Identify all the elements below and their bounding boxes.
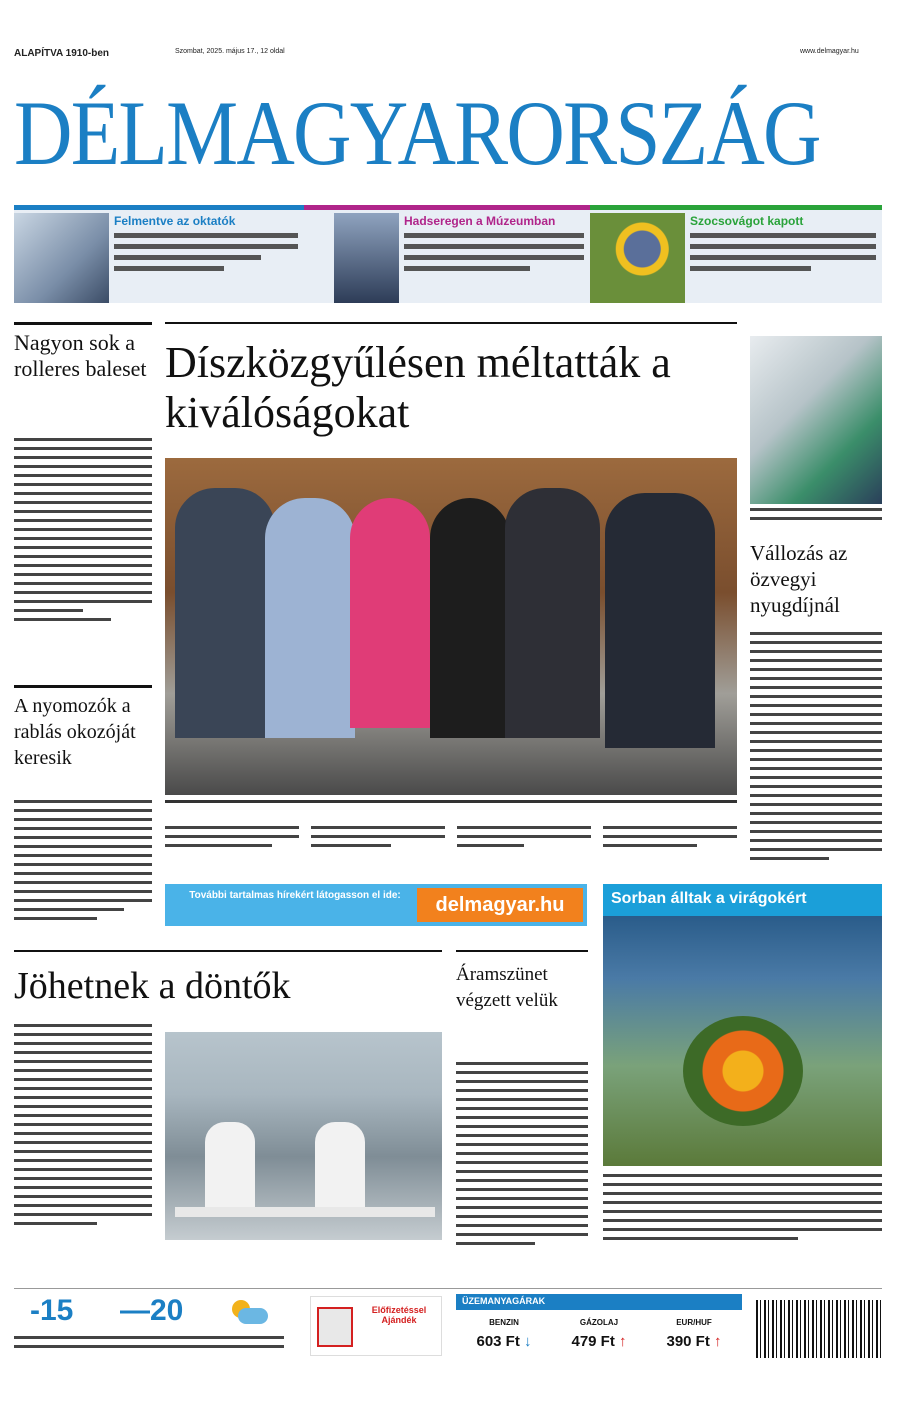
story-rollers-text: [14, 438, 152, 627]
teaser-2-title: Hadseregen a Múzeumban: [404, 214, 556, 228]
power-text: [456, 1062, 588, 1251]
gift-label: Előfizetéssel Ajándék: [371, 1305, 427, 1325]
teaser-1-title: Felmentve az oktatók: [114, 214, 236, 228]
story-robbery-text: [14, 800, 152, 926]
arrow-down-icon: ↓: [524, 1333, 532, 1350]
left-rule-1: [14, 322, 152, 325]
sport-headline[interactable]: Jöhetnek a döntők: [14, 965, 291, 1007]
arrow-up-icon: ↑: [714, 1333, 722, 1350]
price-value: 603 Ft: [476, 1333, 520, 1350]
flowers-header[interactable]: [603, 884, 882, 916]
price-item-1: [460, 1318, 548, 1350]
weather-text: [14, 1336, 284, 1354]
founded-line: ALAPÍTVA 1910-ben: [14, 48, 110, 59]
lead-headline[interactable]: Díszközgyűlésen méltatták a kiválóságokat: [165, 338, 671, 437]
masthead-title: DÉLMAGYARORSZÁG: [14, 82, 820, 184]
gift-icon: [317, 1307, 353, 1347]
flowers-text: [603, 1174, 882, 1246]
teaser-2-text: [404, 233, 584, 277]
prices-header: [456, 1294, 742, 1310]
weather-high: —20: [120, 1294, 184, 1327]
date-line: Szombat, 2025. május 17., 12 oldal: [175, 48, 285, 55]
promo-text: További tartalmas hírekért látogasson el ide:: [189, 890, 401, 901]
teaser-3-title: Szocsovágot kapott: [690, 214, 804, 228]
pension-photo-caption: [750, 508, 882, 526]
story-robbery-title[interactable]: A nyomozók a rablás okozóját keresik: [14, 695, 136, 769]
sport-text: [14, 1024, 152, 1231]
promo-site[interactable]: delmagyar.hu: [417, 888, 583, 922]
teaser-3-text: [690, 233, 876, 277]
teaser-3-photo: [590, 213, 685, 303]
gift-box[interactable]: [310, 1296, 442, 1356]
lead-text: [165, 826, 737, 853]
lead-caption: [165, 800, 737, 809]
price-item-3: [650, 1318, 738, 1350]
story-rollers-title[interactable]: Nagyon sok a rolleres baleset: [14, 330, 147, 381]
bottom-rule: [14, 1288, 882, 1289]
sport-rule: [14, 950, 442, 952]
lead-rule: [165, 322, 737, 324]
teaser-1-photo: [14, 213, 109, 303]
pension-text: [750, 632, 882, 866]
arrow-up-icon: ↑: [619, 1333, 627, 1350]
flowers-photo: [603, 916, 882, 1166]
teaser-2[interactable]: [304, 205, 590, 303]
promo-banner[interactable]: [165, 884, 587, 926]
price-value: 390 Ft: [666, 1333, 710, 1350]
teaser-2-photo: [334, 213, 399, 303]
flowers-title: Sorban álltak a virágokért: [611, 890, 807, 907]
price-label: EUR/HUF: [676, 1318, 712, 1327]
teaser-3[interactable]: [590, 205, 882, 303]
power-rule: [456, 950, 588, 952]
prices-title: ÜZEMANYAGÁRAK: [462, 1296, 546, 1306]
price-label: BENZIN: [489, 1318, 519, 1327]
weather-icon: [228, 1298, 268, 1326]
website-link[interactable]: www.delmagyar.hu: [800, 48, 859, 55]
price-label: GÁZOLAJ: [579, 1318, 619, 1327]
power-title[interactable]: Áramszünet végzett velük: [456, 964, 558, 1011]
barcode: [756, 1300, 882, 1358]
sport-photo: [165, 1032, 442, 1240]
teaser-1-text: [114, 233, 298, 277]
pension-photo: [750, 336, 882, 504]
price-value: 479 Ft: [571, 1333, 615, 1350]
lead-photo: [165, 458, 737, 795]
pension-title[interactable]: Vállozás az özvegyi nyugdíjnál: [750, 541, 848, 617]
price-item-2: [555, 1318, 643, 1350]
left-rule-2: [14, 685, 152, 688]
teaser-1[interactable]: [14, 205, 304, 303]
weather-low: -15: [30, 1294, 74, 1327]
